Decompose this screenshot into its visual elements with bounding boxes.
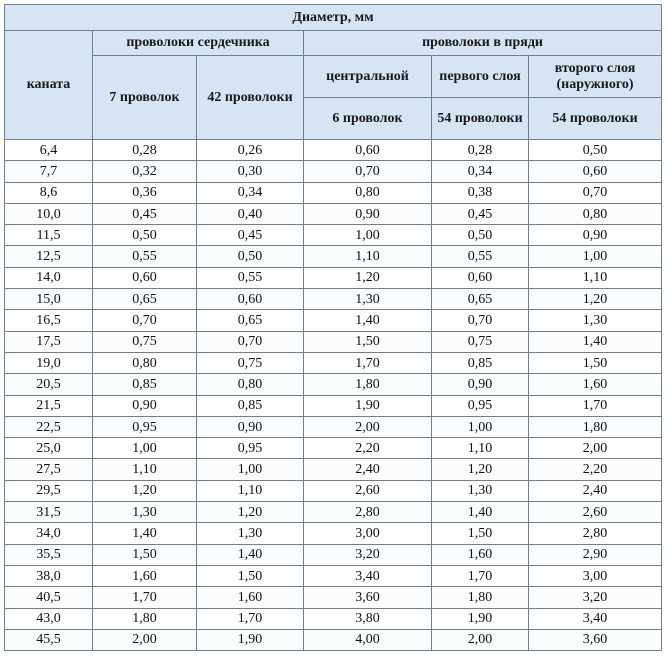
rope-diameter-cell: 6,4: [5, 140, 93, 161]
rope-diameter-cell: 17,5: [5, 331, 93, 352]
central-cell: 3,40: [304, 565, 432, 586]
central-cell: 1,10: [304, 246, 432, 267]
rope-diameter-cell: 29,5: [5, 480, 93, 501]
core-42-cell: 0,70: [197, 331, 304, 352]
central-cell: 0,60: [304, 140, 432, 161]
core-42-cell: 0,50: [197, 246, 304, 267]
core-wires-heading: проволоки сердечника: [93, 31, 304, 56]
table-row: [5, 246, 662, 267]
central-count-heading: 6 проволок: [304, 98, 432, 140]
rope-diameter-cell: 43,0: [5, 608, 93, 629]
core-7-cell: 1,40: [93, 523, 197, 544]
rope-diameter-cell: 31,5: [5, 502, 93, 523]
table-row: [5, 352, 662, 373]
table-row: [5, 140, 662, 161]
table-row: [5, 374, 662, 395]
core-7-cell: 1,50: [93, 544, 197, 565]
first-layer-cell: 0,95: [432, 395, 529, 416]
second-layer-cell: 0,80: [529, 203, 662, 224]
diameter-heading: Диаметр, мм: [5, 5, 662, 31]
table-row: [5, 608, 662, 629]
first-layer-cell: 0,55: [432, 246, 529, 267]
table-row: [5, 395, 662, 416]
second-layer-cell: 3,00: [529, 565, 662, 586]
second-layer-cell: 0,50: [529, 140, 662, 161]
strand-wires-heading: проволоки в пряди: [304, 31, 662, 56]
core-7-cell: 1,20: [93, 480, 197, 501]
central-cell: 2,40: [304, 459, 432, 480]
rope-diameter-cell: 35,5: [5, 544, 93, 565]
core-7-cell: 0,55: [93, 246, 197, 267]
second-layer-cell: 1,70: [529, 395, 662, 416]
second-layer-cell: 1,20: [529, 289, 662, 310]
second-layer-cell: 1,00: [529, 246, 662, 267]
second-layer-cell: 0,90: [529, 225, 662, 246]
central-cell: 0,70: [304, 161, 432, 182]
second-layer-cell: 2,60: [529, 502, 662, 523]
table-row: [5, 523, 662, 544]
core-7-cell: 1,60: [93, 565, 197, 586]
table-row: [5, 565, 662, 586]
core-42-cell: 0,55: [197, 267, 304, 288]
core-42-cell: 1,40: [197, 544, 304, 565]
table-row: [5, 459, 662, 480]
central-cell: 2,20: [304, 438, 432, 459]
first-layer-cell: 0,90: [432, 374, 529, 395]
table-row: [5, 289, 662, 310]
second-layer-cell: 2,40: [529, 480, 662, 501]
central-cell: 3,60: [304, 587, 432, 608]
table-row: [5, 544, 662, 565]
table-row: [5, 225, 662, 246]
core-7-cell: 0,60: [93, 267, 197, 288]
core-7-cell: 1,10: [93, 459, 197, 480]
second-layer-cell: 1,50: [529, 352, 662, 373]
first-layer-cell: 1,00: [432, 416, 529, 437]
second-count-heading: 54 проволоки: [529, 98, 662, 140]
core-7-cell: 0,70: [93, 310, 197, 331]
first-layer-cell: 0,85: [432, 352, 529, 373]
core-42-heading: 42 проволоки: [197, 56, 304, 140]
second-layer-cell: 3,20: [529, 587, 662, 608]
core-7-cell: 0,75: [93, 331, 197, 352]
second-layer-cell: 3,60: [529, 629, 662, 650]
second-layer-cell: 2,80: [529, 523, 662, 544]
second-layer-cell: 1,10: [529, 267, 662, 288]
core-42-cell: 0,34: [197, 182, 304, 203]
central-cell: 0,80: [304, 182, 432, 203]
rope-diameter-cell: 7,7: [5, 161, 93, 182]
core-42-cell: 0,60: [197, 289, 304, 310]
core-7-cell: 0,85: [93, 374, 197, 395]
core-42-cell: 0,40: [197, 203, 304, 224]
core-42-cell: 0,45: [197, 225, 304, 246]
second-layer-cell: 2,20: [529, 459, 662, 480]
core-42-cell: 1,60: [197, 587, 304, 608]
first-layer-cell: 1,90: [432, 608, 529, 629]
table-row: [5, 267, 662, 288]
first-layer-cell: 0,75: [432, 331, 529, 352]
central-cell: 1,20: [304, 267, 432, 288]
rope-diameter-cell: 14,0: [5, 267, 93, 288]
rope-diameter-cell: 34,0: [5, 523, 93, 544]
core-7-heading: 7 проволок: [93, 56, 197, 140]
table-row: [5, 310, 662, 331]
first-layer-cell: 1,20: [432, 459, 529, 480]
core-7-cell: 0,36: [93, 182, 197, 203]
second-layer-cell: 1,60: [529, 374, 662, 395]
core-42-cell: 0,75: [197, 352, 304, 373]
core-42-cell: 0,90: [197, 416, 304, 437]
central-cell: 2,60: [304, 480, 432, 501]
central-cell: 3,00: [304, 523, 432, 544]
central-cell: 1,50: [304, 331, 432, 352]
rope-diameter-cell: 40,5: [5, 587, 93, 608]
central-cell: 1,80: [304, 374, 432, 395]
second-layer-cell: 1,40: [529, 331, 662, 352]
rope-diameter-cell: 11,5: [5, 225, 93, 246]
rope-diameter-cell: 15,0: [5, 289, 93, 310]
central-cell: 2,00: [304, 416, 432, 437]
central-cell: 1,90: [304, 395, 432, 416]
rope-diameter-cell: 45,5: [5, 629, 93, 650]
rope-diameter-cell: 10,0: [5, 203, 93, 224]
first-layer-cell: 2,00: [432, 629, 529, 650]
table-body: [5, 140, 662, 651]
first-layer-cell: 0,38: [432, 182, 529, 203]
core-42-cell: 0,26: [197, 140, 304, 161]
core-7-cell: 1,00: [93, 438, 197, 459]
first-layer-cell: 0,65: [432, 289, 529, 310]
first-layer-cell: 1,60: [432, 544, 529, 565]
rope-diameter-cell: 16,5: [5, 310, 93, 331]
table-row: [5, 182, 662, 203]
core-7-cell: 0,45: [93, 203, 197, 224]
core-7-cell: 0,32: [93, 161, 197, 182]
core-7-cell: 1,30: [93, 502, 197, 523]
table-row: [5, 480, 662, 501]
table-row: [5, 203, 662, 224]
first-layer-cell: 0,70: [432, 310, 529, 331]
core-42-cell: 1,30: [197, 523, 304, 544]
central-cell: 3,80: [304, 608, 432, 629]
table-row: [5, 416, 662, 437]
core-7-cell: 0,90: [93, 395, 197, 416]
core-7-cell: 0,65: [93, 289, 197, 310]
diameter-table-container: [4, 4, 661, 661]
table-header: [5, 5, 662, 140]
central-cell: 2,80: [304, 502, 432, 523]
core-42-cell: 1,20: [197, 502, 304, 523]
core-42-cell: 1,70: [197, 608, 304, 629]
core-42-cell: 1,50: [197, 565, 304, 586]
core-7-cell: 0,80: [93, 352, 197, 373]
rope-diameter-cell: 25,0: [5, 438, 93, 459]
first-layer-cell: 1,30: [432, 480, 529, 501]
central-cell: 0,90: [304, 203, 432, 224]
rope-diameter-cell: 22,5: [5, 416, 93, 437]
core-42-cell: 0,80: [197, 374, 304, 395]
first-layer-heading: первого слоя: [432, 56, 529, 98]
core-42-cell: 0,65: [197, 310, 304, 331]
first-count-heading: 54 проволоки: [432, 98, 529, 140]
core-7-cell: 0,50: [93, 225, 197, 246]
table-row: [5, 629, 662, 650]
rope-diameter-cell: 38,0: [5, 565, 93, 586]
rope-diameter-cell: 8,6: [5, 182, 93, 203]
table-row: [5, 438, 662, 459]
central-cell: 1,00: [304, 225, 432, 246]
first-layer-cell: 1,50: [432, 523, 529, 544]
second-layer-cell: 0,70: [529, 182, 662, 203]
second-layer-cell: 2,90: [529, 544, 662, 565]
second-layer-cell: 3,40: [529, 608, 662, 629]
rope-heading: каната: [5, 31, 93, 140]
table-row: [5, 502, 662, 523]
second-layer-cell: 2,00: [529, 438, 662, 459]
central-cell: 4,00: [304, 629, 432, 650]
rope-diameter-cell: 27,5: [5, 459, 93, 480]
second-layer-cell: 0,60: [529, 161, 662, 182]
core-7-cell: 0,95: [93, 416, 197, 437]
first-layer-cell: 0,34: [432, 161, 529, 182]
first-layer-cell: 1,80: [432, 587, 529, 608]
table-row: [5, 587, 662, 608]
first-layer-cell: 1,70: [432, 565, 529, 586]
first-layer-cell: 0,50: [432, 225, 529, 246]
core-42-cell: 0,85: [197, 395, 304, 416]
rope-diameter-cell: 12,5: [5, 246, 93, 267]
second-layer-cell: 1,30: [529, 310, 662, 331]
core-42-cell: 0,30: [197, 161, 304, 182]
rope-diameter-cell: 20,5: [5, 374, 93, 395]
rope-diameter-cell: 21,5: [5, 395, 93, 416]
table-row: [5, 161, 662, 182]
second-layer-heading: второго слоя (наружного): [529, 56, 662, 98]
central-cell: 3,20: [304, 544, 432, 565]
core-7-cell: 1,80: [93, 608, 197, 629]
core-42-cell: 1,90: [197, 629, 304, 650]
core-42-cell: 0,95: [197, 438, 304, 459]
rope-diameter-cell: 19,0: [5, 352, 93, 373]
core-7-cell: 2,00: [93, 629, 197, 650]
core-7-cell: 1,70: [93, 587, 197, 608]
central-heading: центральной: [304, 56, 432, 98]
core-42-cell: 1,10: [197, 480, 304, 501]
table-row: [5, 331, 662, 352]
diameter-table: [4, 4, 662, 651]
first-layer-cell: 0,45: [432, 203, 529, 224]
first-layer-cell: 0,28: [432, 140, 529, 161]
second-layer-cell: 1,80: [529, 416, 662, 437]
central-cell: 1,30: [304, 289, 432, 310]
first-layer-cell: 1,10: [432, 438, 529, 459]
central-cell: 1,70: [304, 352, 432, 373]
core-7-cell: 0,28: [93, 140, 197, 161]
central-cell: 1,40: [304, 310, 432, 331]
first-layer-cell: 1,40: [432, 502, 529, 523]
core-42-cell: 1,00: [197, 459, 304, 480]
first-layer-cell: 0,60: [432, 267, 529, 288]
